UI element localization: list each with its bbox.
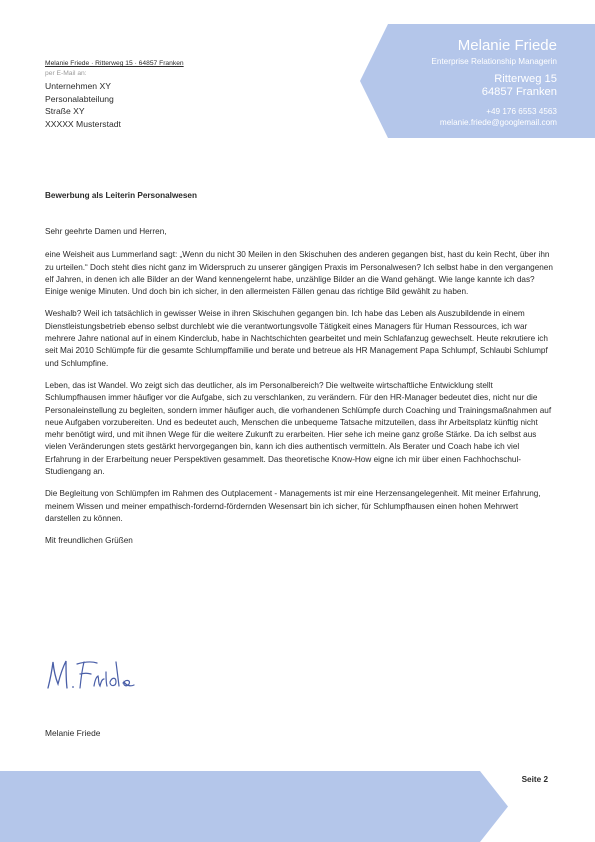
letter-body (45, 226, 553, 558)
paragraph: eine Weisheit aus Lummerland sagt: „Wenn du nicht 30 Meilen in den Skischuhen des anderen gegangen bist, hast du kein Recht, über ihn zu urteilen.“ Doch steht dies nicht ganz im Widerspruch zu unserer gängigen Praxis im Personalwesen? Ich selbst habe in den vergangenen elf Jahren, in denen ich alle Bilder an der Wand kennengelernt habe, unzählige Bilder an die Wand gehängt. Wie lange kannte ich das? Einige wenige Minuten. Und doch bin ich sicher, in den allermeisten Fällen genau das richtige Bild gewählt zu haben. (45, 250, 553, 297)
header-phone: +49 176 6553 4563 (486, 107, 557, 116)
header-role: Enterprise Relationship Managerin (431, 57, 557, 66)
letter-subject: Bewerbung als Leiterin Personalwesen (45, 191, 197, 200)
recipient-company: Unternehmen XY (45, 81, 111, 91)
paragraph: Weshalb? Weil ich tatsächlich in gewisser Weise in ihren Skischuhen gegangen bin. Ich habe das Leben als Auszubildende in einem Dienstleistungsbetrieb ebenso selbst durchlebt wie die verantwortungsvolle Tätigkeit eines Managers für Human Ressources, ich war mehrere Jahre national auf in einem Kinderclub, habe in Nachtschichten gearbeitet und mein Schlafanzug gewechselt. Heute rekrutiere ich seit Mai 2010 Schlümpfe für die gesamte Schlumpffamilie und berate und betreue als HR Management Papa Schlumpf, Schlaubi Schlumpf und Schlumpfine. (45, 309, 548, 368)
paragraph: Die Begleitung von Schlümpfen im Rahmen des Outplacement - Managements ist mir eine Herzensangelegenheit. Mit meiner Erfahrung, meinem Wissen und meiner empathisch-fordernd-fördernden Wesensart bin ich sicher, für Schlumpfhausen einen hohen Mehrwert darstellen zu können. (45, 489, 541, 523)
recipient-address (45, 80, 121, 130)
recipient-city: XXXXX Musterstadt (45, 118, 121, 129)
header-street: Ritterweg 15 (494, 73, 557, 85)
signer-name: Melanie Friede (45, 728, 101, 738)
header-name: Melanie Friede (457, 37, 557, 54)
sender-line: Melanie Friede · Ritterweg 15 · 64857 Franken (45, 60, 184, 67)
header-city: 64857 Franken (481, 86, 557, 98)
salutation: Sehr geehrte Damen und Herren, (45, 227, 167, 236)
recipient-department: Personalabteilung (45, 93, 114, 104)
delivery-note: per E-Mail an: (45, 70, 87, 77)
closing: Mit freundlichen Grüßen (45, 536, 133, 546)
handwritten-signature (44, 652, 144, 701)
recipient-street: Straße XY (45, 106, 85, 117)
page-number: Seite 2 (521, 775, 548, 784)
header-contact-block (347, 37, 557, 128)
header-email: melanie.friede@googlemail.com (439, 118, 557, 127)
paragraph: Leben, das ist Wandel. Wo zeigt sich das deutlicher, als im Personalbereich? Die weltweite wirtschaftliche Entwicklung stellt Schlumpfhausen immer häufiger vor die Aufgabe, sich zu verschlanken, zu verändern. Für den HR-Manager bedeutet dies, nicht nur die Personaleinstellung zu begleiten, sondern immer häufiger auch, die vorhandenen Schlümpfe durch Coaching und Trainingsmaßnahmen auf neue Aufgaben vorzubereiten. Und es bedeutet auch, Menschen die unbequeme Tatsache mitzuteilen, dass ihr Arbeitsplatz künftig nicht mehr benötigt wird, und mit ihnen Wege für die weitere Zukunft zu erarbeiten. Hier sehe ich meine ganz große Stärke. Da ich selbst aus vielen Veränderungen stets gestärkt hervorgegangen bin, kann ich dies authentisch vermitteln. Als Berater und Coach habe ich viel Erfahrung in der Erarbeitung neuer Perspektiven gesammelt. Das theoretische Know-How eigne ich mir über einen Fachhochschul-Studiengang an. (45, 380, 552, 477)
